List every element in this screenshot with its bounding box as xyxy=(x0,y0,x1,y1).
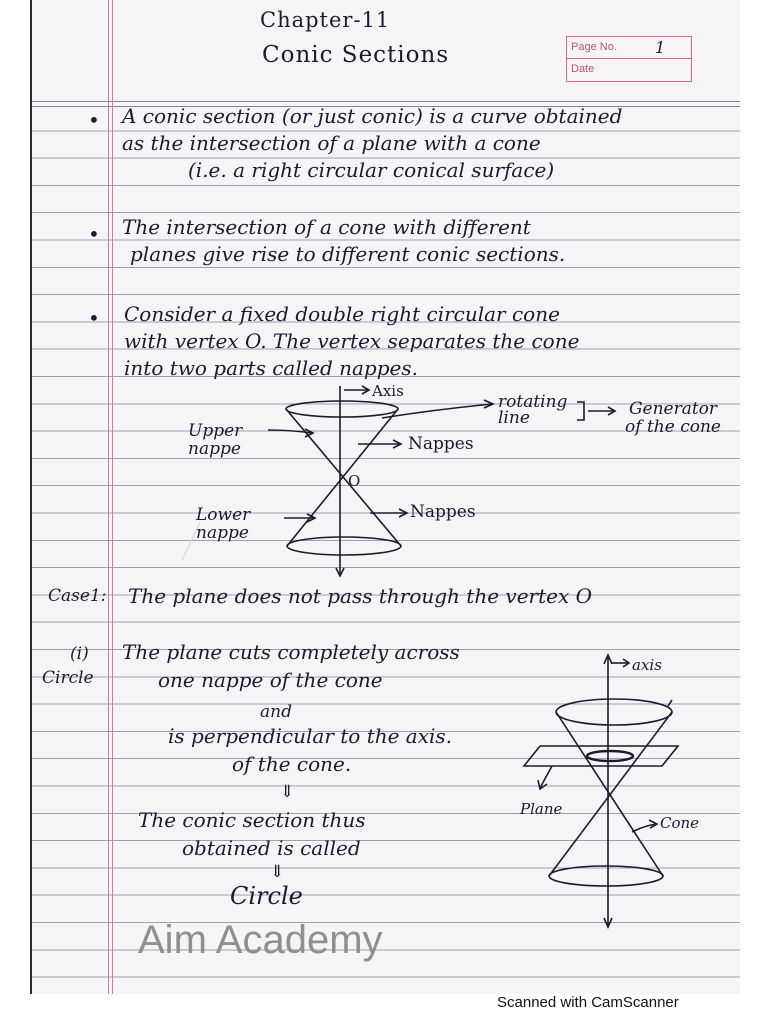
para1-line3: (i.e. a right circular conical surface) xyxy=(188,158,555,182)
plane-label: Plane xyxy=(520,800,563,818)
scanner-footer: Scanned with CamScanner xyxy=(497,994,679,1011)
circle-line7: obtained is called xyxy=(182,836,361,860)
down-arrow-2: ⇓ xyxy=(270,862,285,882)
nappes-label-bottom: Nappes xyxy=(410,502,476,522)
vertex-label: O xyxy=(348,472,361,490)
circle-line1: The plane cuts completely across xyxy=(122,640,460,664)
para2-line1: The intersection of a cone with different xyxy=(122,215,531,239)
page-title: Conic Sections xyxy=(262,42,450,68)
circle-line4: is perpendicular to the axis. xyxy=(168,724,453,748)
circle-line2: one nappe of the cone xyxy=(158,668,383,692)
para3-line2: with vertex O. The vertex separates the cone xyxy=(124,329,580,353)
section-name: Circle xyxy=(42,668,94,688)
axis-label-2: axis xyxy=(632,656,662,674)
case1-label: Case1: xyxy=(48,586,107,606)
para2-line2: planes give rise to different conic sections. xyxy=(130,242,566,266)
section-number: (i) xyxy=(70,644,89,664)
para3-line3: into two parts called nappes. xyxy=(124,356,418,380)
notebook-page xyxy=(30,0,740,994)
chapter-number: Chapter-11 xyxy=(260,8,391,32)
axis-label: Axis xyxy=(372,382,404,400)
upper-nappe-label: Upper nappe xyxy=(188,421,243,459)
bullet-2: • xyxy=(88,222,100,246)
para1-line2: as the intersection of a plane with a cone xyxy=(122,131,541,155)
watermark-text: Aim Academy xyxy=(138,918,383,962)
circle-line5: of the cone. xyxy=(232,752,352,776)
circle-line6: The conic section thus xyxy=(138,808,366,832)
cone-label: Cone xyxy=(660,814,700,832)
bullet-3: • xyxy=(88,306,100,330)
page-no-value: 1 xyxy=(655,38,666,57)
down-arrow-1: ⇓ xyxy=(280,782,295,802)
generator-label: Generator of the cone xyxy=(625,399,721,437)
rotating-line-label: rotating line xyxy=(498,392,568,428)
date-label: Date xyxy=(571,63,595,75)
para3-line1: Consider a fixed double right circular cone xyxy=(124,302,560,326)
lower-nappe-label: Lower nappe xyxy=(196,505,251,543)
nappes-label-top: Nappes xyxy=(408,434,474,454)
case1-text: The plane does not pass through the vertex O xyxy=(128,584,592,608)
circle-section-diagram xyxy=(32,0,740,994)
bullet-1: • xyxy=(88,108,100,132)
para1-line1: A conic section (or just conic) is a curve obtained xyxy=(122,104,623,128)
circle-result: Circle xyxy=(230,882,303,910)
circle-line3: and xyxy=(260,702,292,722)
page-no-label: Page No. xyxy=(571,41,617,53)
